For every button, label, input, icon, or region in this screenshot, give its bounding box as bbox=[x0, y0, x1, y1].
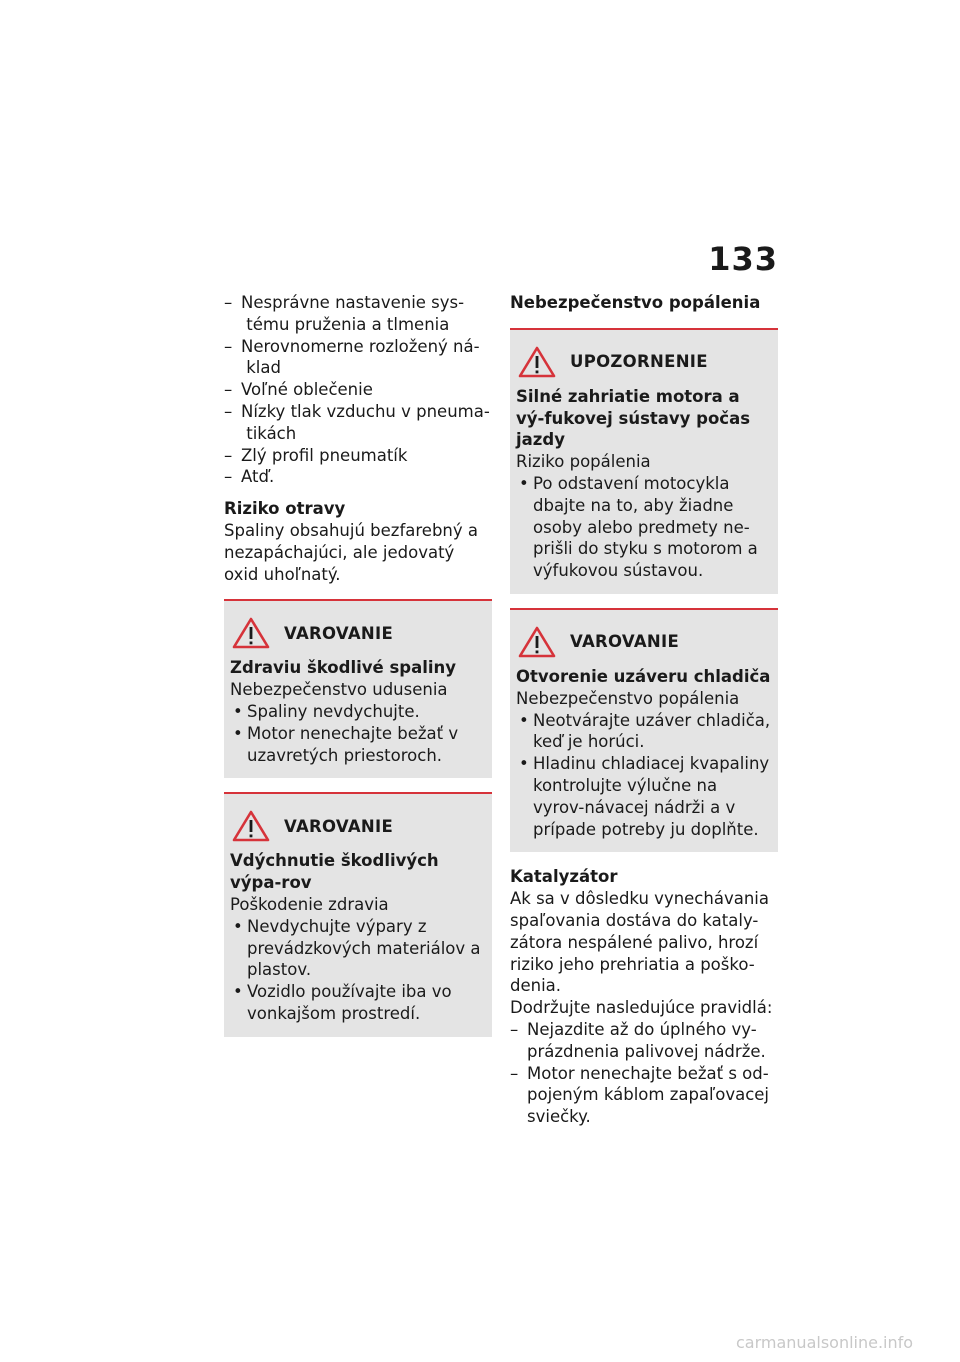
rules-list bbox=[510, 1019, 778, 1128]
box-bullets bbox=[230, 916, 486, 1025]
list-item: – Atď. bbox=[224, 466, 492, 488]
left-column bbox=[224, 292, 492, 1037]
list-item: – Nejazdite až do úplného vy-prázdnenia palivovej nádrže. bbox=[510, 1019, 778, 1063]
box-bullets bbox=[516, 473, 772, 582]
warning-triangle-icon bbox=[232, 617, 270, 649]
box-heading: Silné zahriatie motora a vý-fukovej sústavy počas jazdy bbox=[516, 386, 751, 450]
box-label: UPOZORNENIE bbox=[570, 352, 708, 372]
box-label: VAROVANIE bbox=[570, 632, 680, 652]
box-subtitle: Poškodenie zdravia bbox=[230, 894, 389, 914]
list-item: – Motor nenechajte bežať s od-pojeným káblom zapaľovacej sviečky. bbox=[510, 1063, 778, 1128]
right-column bbox=[510, 292, 778, 1128]
watermark: carmanualsonline.info bbox=[736, 1333, 914, 1352]
cause-list bbox=[224, 292, 492, 488]
list-item: – Zlý profil pneumatík bbox=[224, 445, 492, 467]
box-subtitle: Riziko popálenia bbox=[516, 452, 651, 472]
box-heading: Otvorenie uzáveru chladiča bbox=[516, 666, 771, 686]
list-item: • Neotvárajte uzáver chladiča, keď je horúci. bbox=[516, 710, 772, 754]
box-label: VAROVANIE bbox=[284, 623, 394, 643]
box-subtitle: Nebezpečenstvo popálenia bbox=[516, 688, 740, 708]
box-heading: Zdraviu škodlivé spaliny bbox=[230, 658, 457, 678]
warning-box-fumes bbox=[224, 792, 492, 1036]
section-text-catalyst: Ak sa v dôsledku vynechávania spaľovania dostáva do kataly-zátora nespálené palivo, hrozí riziko jeho prehriatia a poško-denia. bbox=[510, 889, 769, 996]
warning-triangle-icon bbox=[518, 626, 556, 658]
list-item: – Nesprávne nastavenie sys- tému pruženia a tlmenia bbox=[224, 292, 492, 336]
box-label: VAROVANIE bbox=[284, 816, 394, 836]
list-item: • Nevdychujte výpary z prevádzkových materiálov a plastov. bbox=[230, 916, 486, 981]
list-item: – Nerovnomerne rozložený ná- klad bbox=[224, 336, 492, 380]
warning-box-exhaust bbox=[224, 599, 492, 778]
box-subtitle: Nebezpečenstvo udusenia bbox=[230, 680, 448, 700]
list-item: – Nízky tlak vzduchu v pneuma- tikách bbox=[224, 401, 492, 445]
box-bullets bbox=[230, 701, 486, 766]
section-title-poisoning: Riziko otravy bbox=[224, 499, 346, 519]
box-bullets bbox=[516, 710, 772, 841]
list-item: • Motor nenechajte bežať v uzavretých priestoroch. bbox=[230, 723, 486, 767]
list-item: • Vozidlo používajte iba vo vonkajšom prostredí. bbox=[230, 981, 486, 1025]
warning-triangle-icon bbox=[232, 810, 270, 842]
warning-triangle-icon bbox=[518, 346, 556, 378]
section-text-poisoning: Spaliny obsahujú bezfarebný a nezapáchajúci, ale jedovatý oxid uhoľnatý. bbox=[224, 520, 479, 584]
list-item: – Voľné oblečenie bbox=[224, 379, 492, 401]
box-heading: Vdýchnutie škodlivých výpa-rov bbox=[230, 851, 439, 893]
caution-box-hot-engine bbox=[510, 328, 778, 594]
page-number: 133 bbox=[708, 240, 778, 278]
section-title-burn: Nebezpečenstvo popálenia bbox=[510, 293, 761, 312]
section-title-catalyst: Katalyzátor bbox=[510, 867, 618, 887]
list-item: • Spaliny nevdychujte. bbox=[230, 701, 486, 723]
list-item: • Hladinu chladiacej kvapaliny kontrolujte výlučne na vyrov-návacej nádrži a v prípade potreby ju doplňte. bbox=[516, 753, 772, 840]
section-text-rules: Dodržujte nasledujúce pravidlá: bbox=[510, 998, 773, 1018]
list-item: • Po odstavení motocykla dbajte na to, aby žiadne osoby alebo predmety ne-prišli do styku s motorom a výfukovou sústavou. bbox=[516, 473, 772, 582]
warning-box-radiator bbox=[510, 608, 778, 852]
